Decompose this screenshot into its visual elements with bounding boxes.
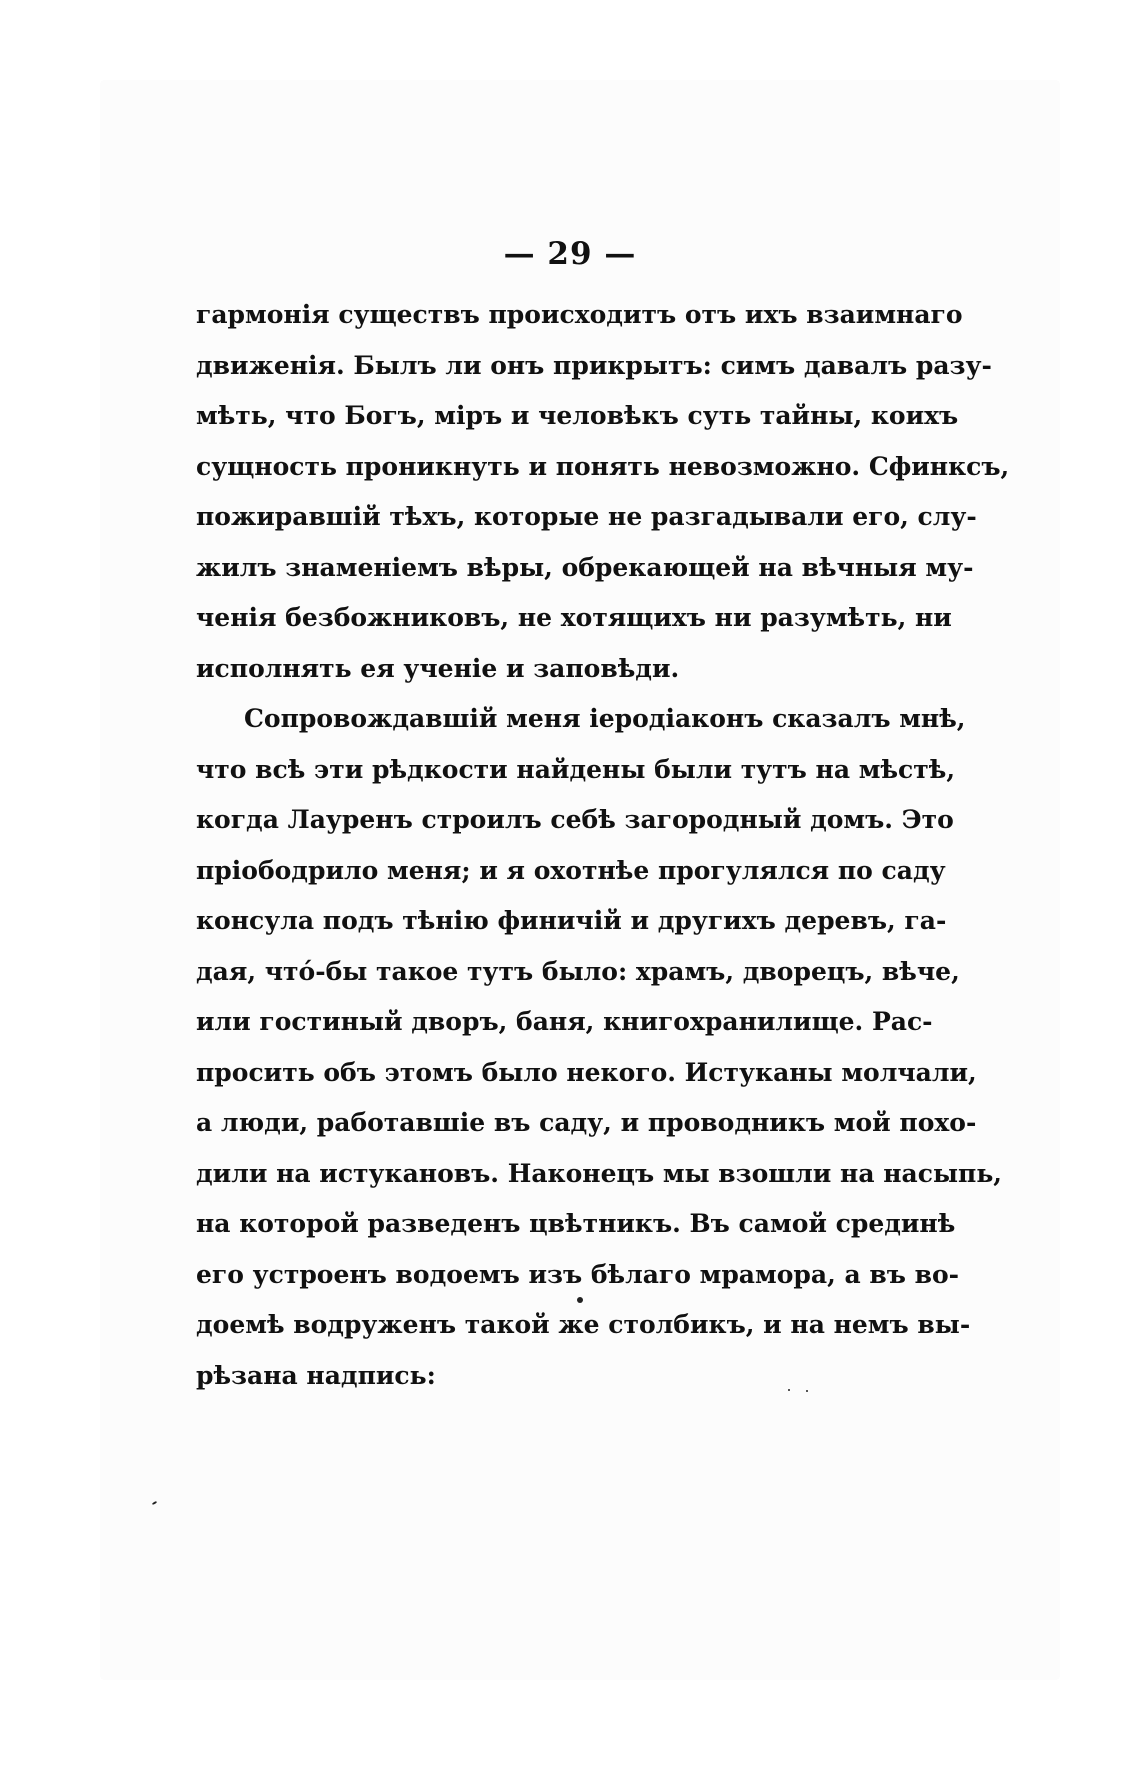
page-number: — 29 —: [503, 236, 637, 272]
text-line: жилъ знаменіемъ вѣры, обрекающей на вѣчныя му-: [196, 552, 974, 582]
scan-speck: [577, 1297, 583, 1303]
text-line: мѣть, что Богъ, міръ и человѣкъ суть тайны, коихъ: [196, 401, 959, 430]
scan-speck: [806, 1390, 808, 1392]
text-line: на которой разведенъ цвѣтникъ. Въ самой срединѣ: [196, 1209, 956, 1238]
text-line: его устроенъ водоемъ изъ бѣлаго мрамора, а въ во-: [196, 1259, 960, 1289]
body-text: [196, 290, 1010, 1401]
text-line: или гостиный дворъ, баня, книгохранилище. Рас-: [196, 1007, 933, 1036]
text-line: пріободрило меня; и я охотнѣе прогулялся по саду: [196, 855, 946, 885]
scan-speck: [788, 1389, 790, 1391]
text-line: что всѣ эти рѣдкости найдены были тутъ на мѣстѣ,: [196, 754, 956, 784]
text-line: пожиравшій тѣхъ, которые не разгадывали его, слу-: [196, 502, 977, 531]
text-line: дая, чтó-бы такое тутъ было: храмъ, дворецъ, вѣче,: [196, 956, 960, 986]
text-line: ченія безбожниковъ, не хотящихъ ни разумѣть, ни: [196, 603, 952, 632]
text-line: Сопровождавшій меня іеродіаконъ сказалъ мнѣ,: [244, 704, 966, 733]
paragraph-1: [196, 290, 1010, 694]
text-line: дили на истукановъ. Наконецъ мы взошли на насыпь,: [196, 1158, 1002, 1188]
text-line: исполнять ея ученіе и заповѣди.: [196, 653, 680, 683]
text-line: когда Лауренъ строилъ себѣ загородный домъ. Это: [196, 805, 954, 834]
text-line: доемѣ водруженъ такой же столбикъ, и на немъ вы-: [196, 1310, 971, 1339]
text-line: сущность проникнуть и понять невозможно. Сфинксъ,: [196, 451, 1010, 481]
text-line: рѣзана надпись:: [196, 1360, 436, 1390]
text-line: а люди, работавшіе въ саду, и проводникъ мой похо-: [196, 1108, 977, 1137]
text-line: просить объ этомъ было некого. Истуканы молчали,: [196, 1057, 977, 1087]
text-line: консула подъ тѣнію финичій и другихъ деревъ, га-: [196, 906, 947, 935]
paragraph-2: [196, 694, 1002, 1401]
text-line: гармонія существъ происходитъ отъ ихъ взаимнаго: [196, 300, 963, 329]
text-line: движенія. Былъ ли онъ прикрытъ: симъ давалъ разу-: [196, 350, 992, 380]
